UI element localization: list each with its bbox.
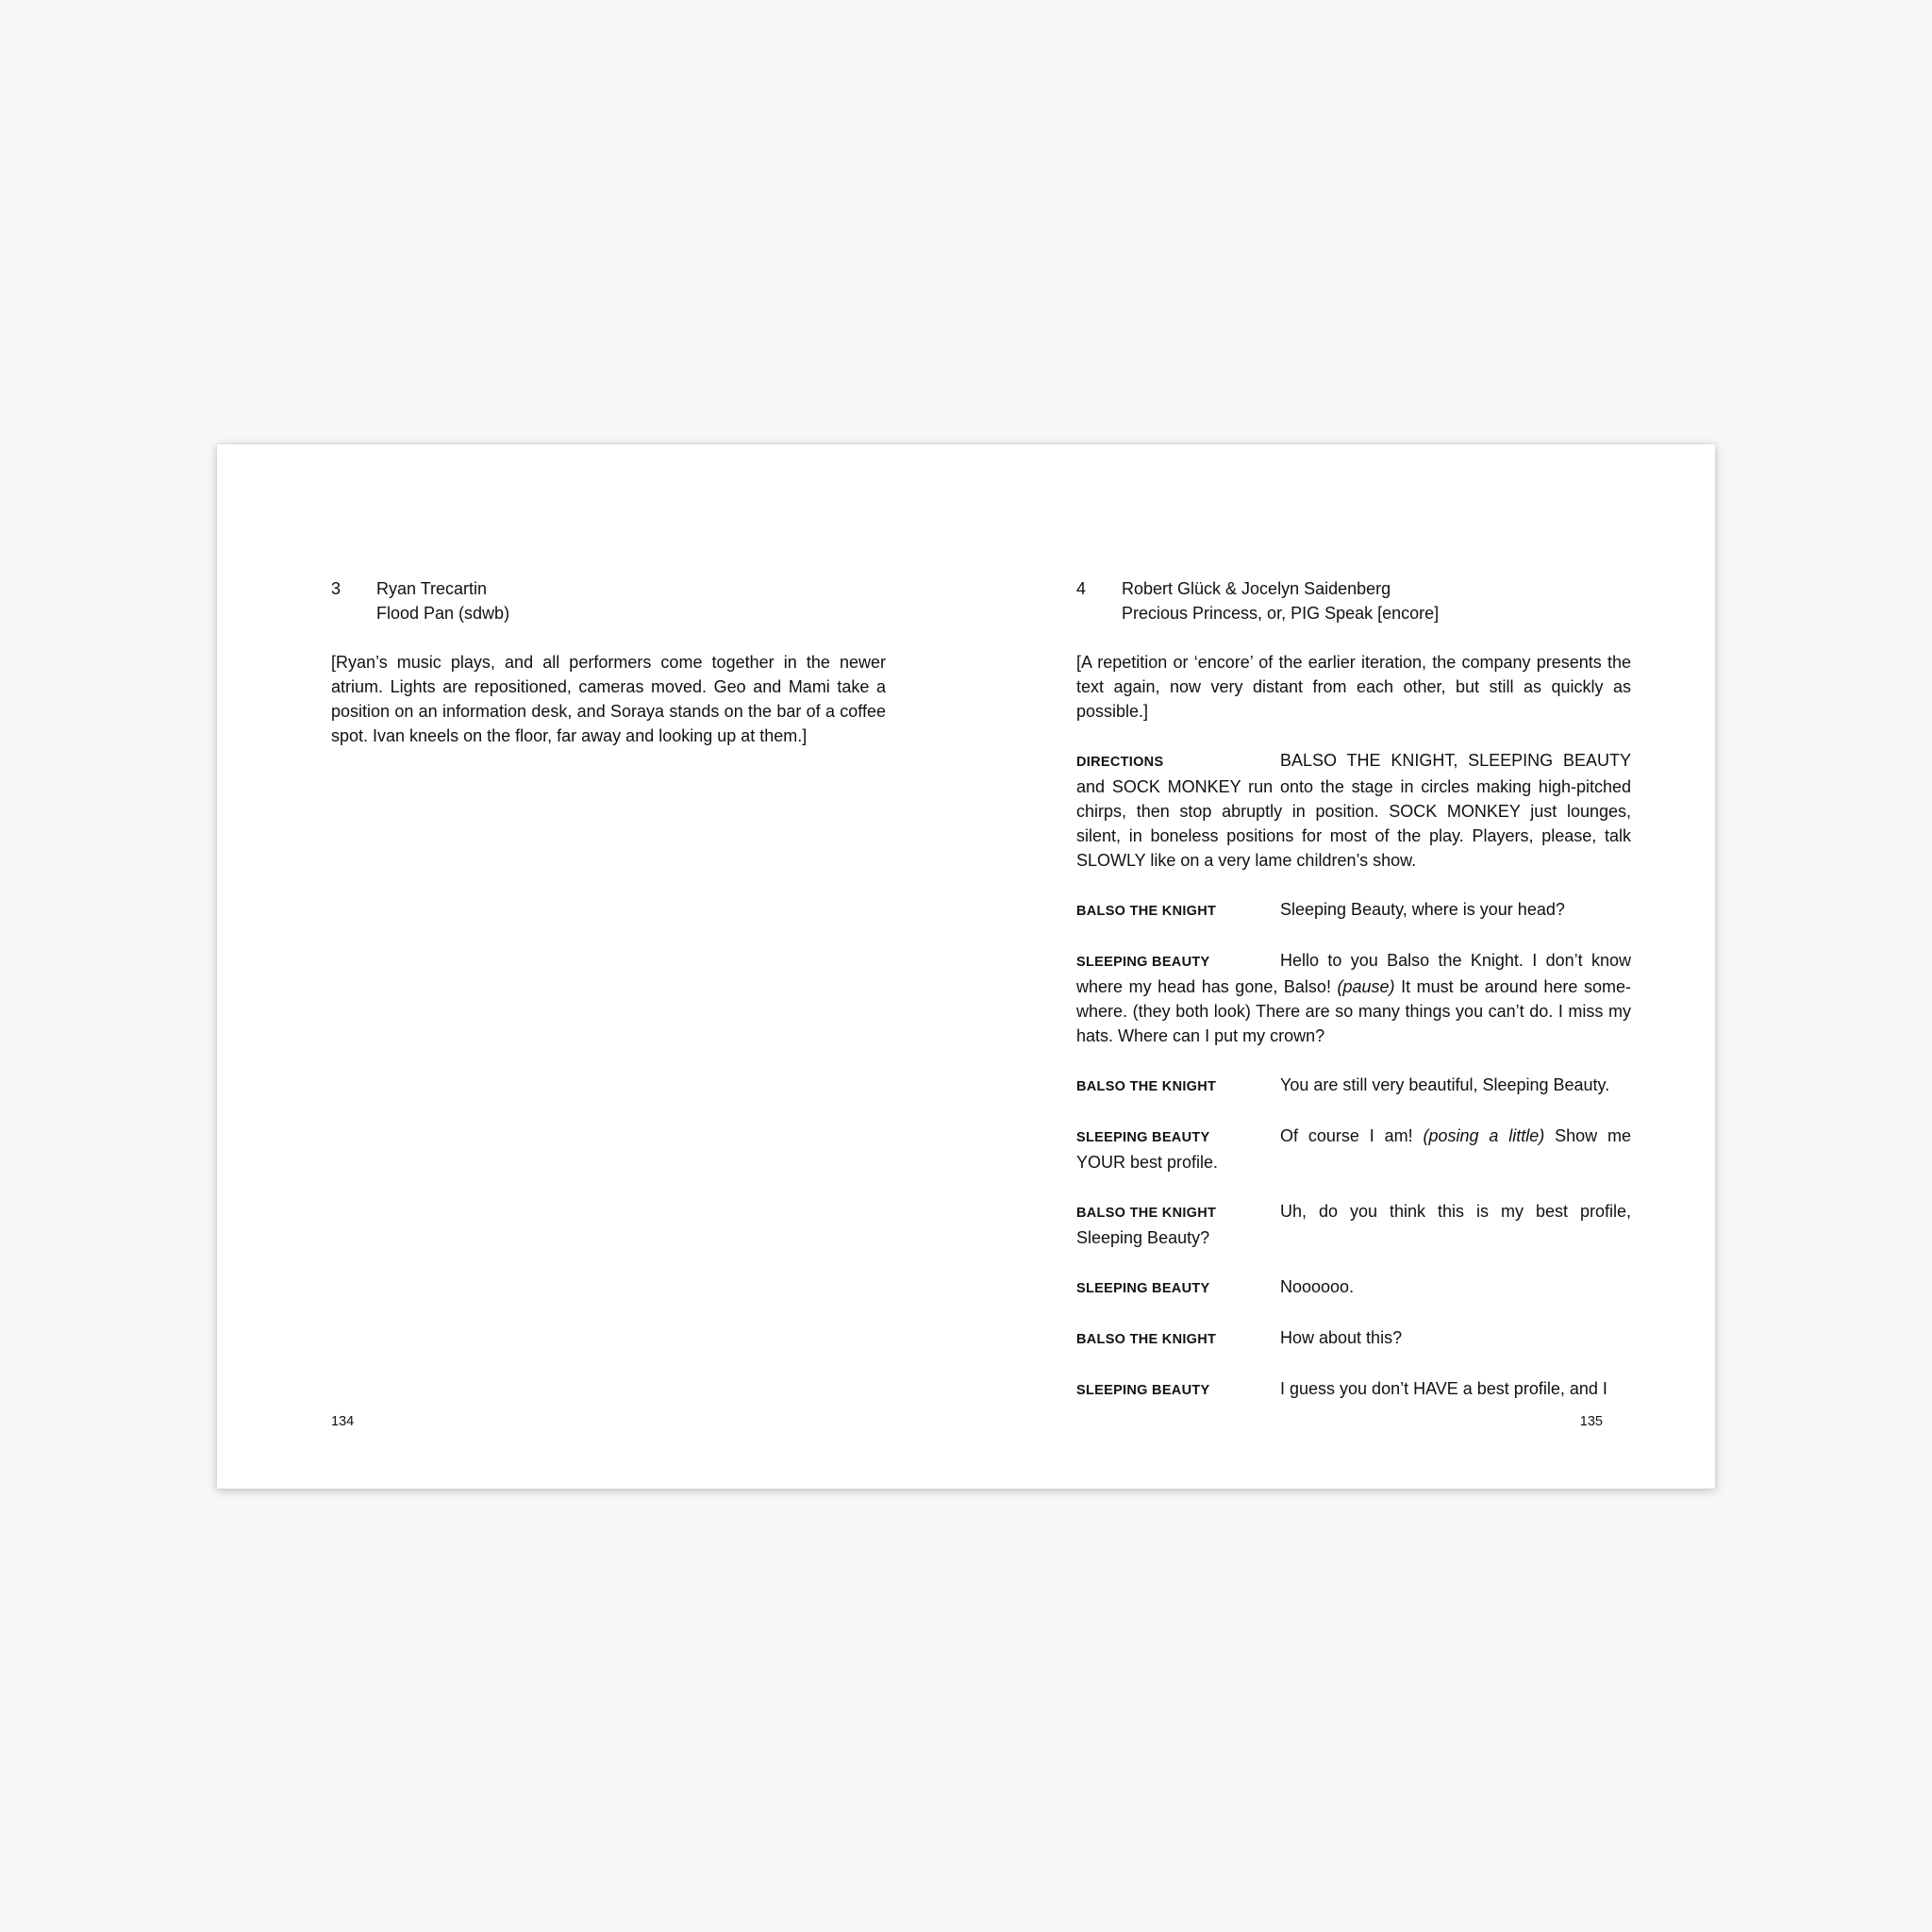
script-line xyxy=(1076,1199,1631,1250)
script-line xyxy=(1076,897,1631,924)
book-spread xyxy=(217,444,1715,1489)
stage-direction-italic: (posing a little) xyxy=(1423,1126,1545,1145)
left-text-block xyxy=(331,576,886,773)
right-section-heading xyxy=(1076,576,1631,625)
right-heading-lines xyxy=(1122,576,1439,625)
left-author: Ryan Trecartin xyxy=(376,579,488,598)
left-heading-lines xyxy=(376,576,509,625)
script-line xyxy=(1076,1376,1631,1403)
right-intro-paragraph: [A repetition or ‘encore’ of the earlier iteration, the company presents the text again, now very distant from each other, but still as quickly as possible.] xyxy=(1076,653,1631,721)
left-stage-paragraph: [Ryan’s music plays, and all performers come together in the newer atrium. Lights are repositioned, cameras moved. Geo and Mami take a position on an information desk, and Soraya stands on the bar of a coffee spot. Ivan kneels on the floor, far away and looking up at them.] xyxy=(331,653,886,745)
line-text: Noooooo. xyxy=(1280,1277,1355,1296)
script-line xyxy=(1076,1073,1631,1099)
line-text: How about this? xyxy=(1280,1328,1403,1347)
speaker-label: BALSO THE KNIGHT xyxy=(1076,1206,1217,1221)
right-text-block xyxy=(1076,576,1631,1403)
speaker-label: BALSO THE KNIGHT xyxy=(1076,1332,1217,1347)
line-text: Of course I am! xyxy=(1280,1126,1424,1145)
script-line xyxy=(1076,1274,1631,1301)
left-section-heading xyxy=(331,576,886,625)
line-text: Sleeping Beauty, where is your head? xyxy=(1280,900,1565,919)
right-title: Precious Princess, or, PIG Speak [encore] xyxy=(1122,604,1440,623)
line-text: You are still very beautiful, Sleeping Beauty. xyxy=(1280,1075,1610,1094)
script-line xyxy=(1076,1325,1631,1352)
speaker-label: DIRECTIONS xyxy=(1076,755,1164,770)
stage-direction-italic: (pause) xyxy=(1337,977,1395,996)
left-section-number: 3 xyxy=(331,579,341,598)
speaker-label: BALSO THE KNIGHT xyxy=(1076,904,1217,919)
left-page-number: 134 xyxy=(331,1414,355,1429)
line-text: Hello to you Balso the Knight. I don’t know where my head has gone, Balso! xyxy=(1076,951,1631,996)
script-line xyxy=(1076,1124,1631,1174)
line-text: It must be around here some-where. (they both look) There are so many things you can’t do. I miss my hats. Where can I put my crown? xyxy=(1076,977,1631,1045)
speaker-label: SLEEPING BEAUTY xyxy=(1076,955,1210,970)
line-text: Show me YOUR best profile. xyxy=(1076,1126,1631,1172)
speaker-label: SLEEPING BEAUTY xyxy=(1076,1281,1210,1296)
speaker-label: SLEEPING BEAUTY xyxy=(1076,1383,1210,1398)
line-text: BALSO THE KNIGHT, SLEEPING BEAUTY and SOCK MONKEY run onto the stage in circles making high-pitched chirps, then stop abruptly in position. SOCK MONKEY just lounges, silent, in boneless positions for most of the play. Players, please, talk SLOWLY like on a very lame children’s show. xyxy=(1076,751,1631,870)
left-title: Flood Pan (sdwb) xyxy=(376,604,510,623)
script-line xyxy=(1076,948,1631,1048)
left-page xyxy=(217,444,966,1489)
right-section-number: 4 xyxy=(1076,579,1087,598)
line-text: Uh, do you think this is my best profile, Sleeping Beauty? xyxy=(1076,1202,1631,1247)
right-page-number: 135 xyxy=(1579,1414,1603,1429)
script-line xyxy=(1076,748,1631,873)
speaker-label: BALSO THE KNIGHT xyxy=(1076,1079,1217,1094)
right-page xyxy=(966,444,1715,1489)
right-author: Robert Glück & Jocelyn Saidenberg xyxy=(1122,579,1391,598)
speaker-label: SLEEPING BEAUTY xyxy=(1076,1130,1210,1145)
line-text: I guess you don’t HAVE a best profile, and I xyxy=(1280,1379,1607,1398)
